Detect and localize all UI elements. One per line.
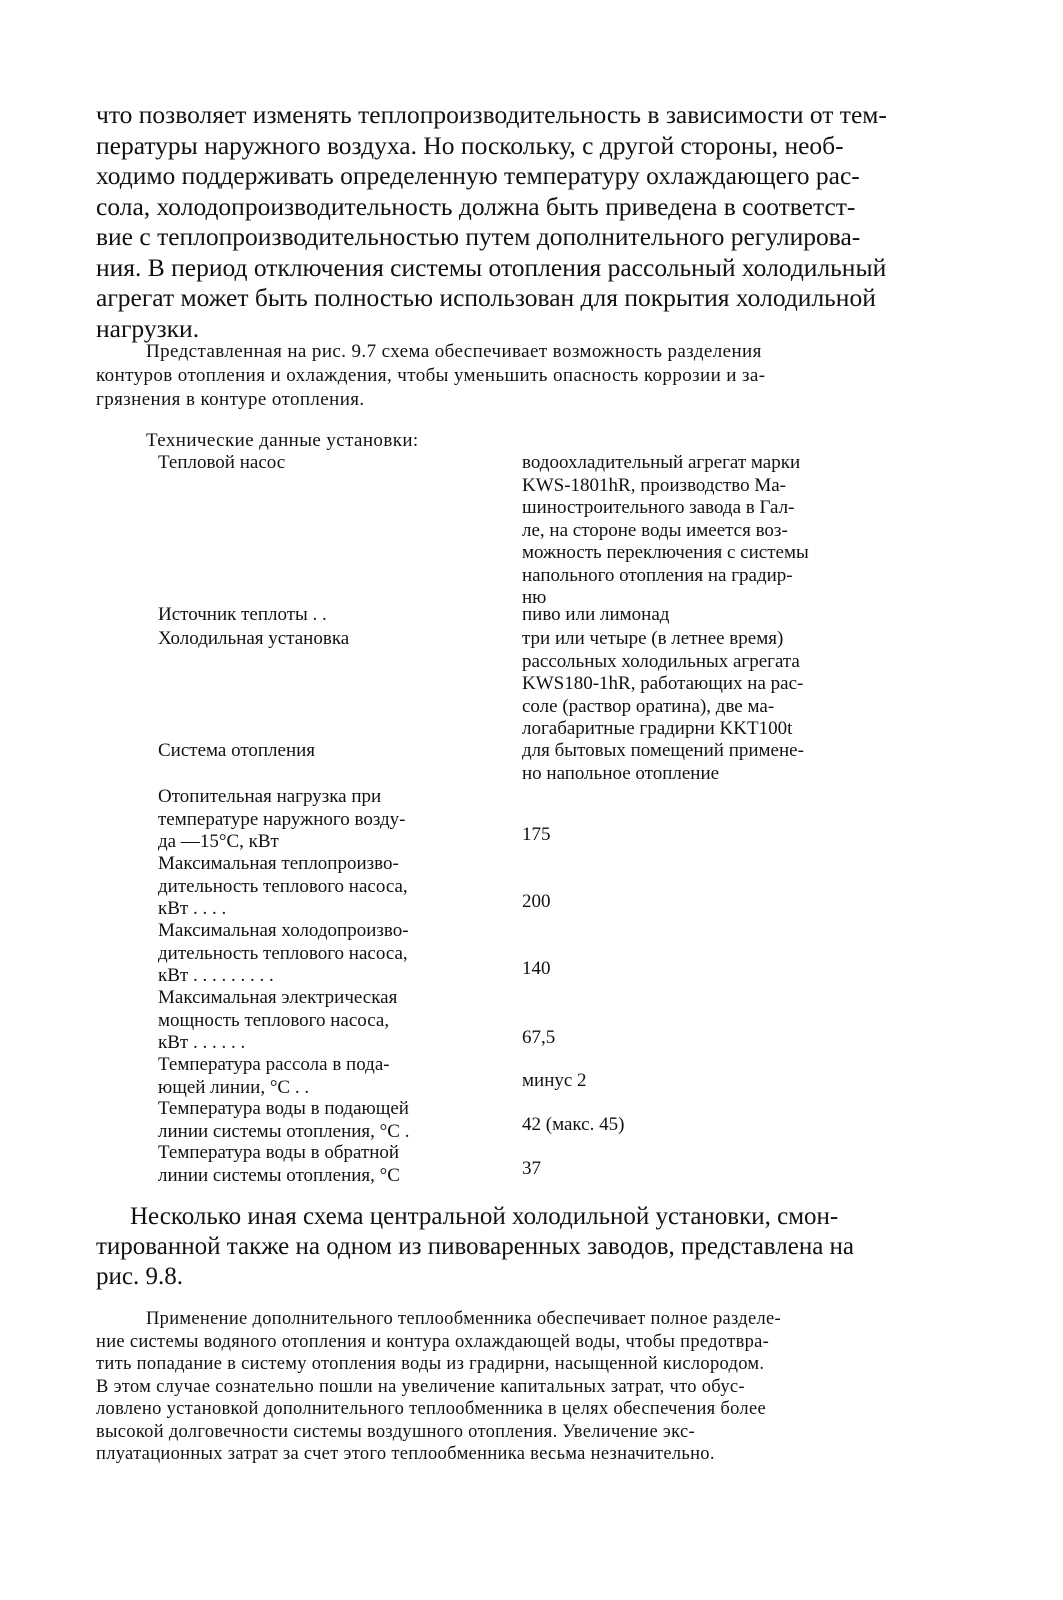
- spec-value-line: можность переключения с системы: [522, 542, 809, 563]
- spec-value-line: 175: [522, 824, 551, 845]
- intro-line: сола, холодопроизводительность должна быть приведена в соответст-: [96, 191, 856, 221]
- spec-label: [158, 786, 488, 854]
- spec-label-line: да —15°С, кВт: [158, 831, 279, 852]
- spec-label-line: дительность теплового насоса,: [158, 942, 408, 964]
- spec-label-line: ющей линии, °С . .: [158, 1076, 310, 1098]
- spec-label-line: линии системы отопления, °С: [158, 1164, 400, 1186]
- final-line: плуатационных затрат за счет этого теплообменника весьма незначительно.: [96, 1444, 715, 1464]
- spec-label: [158, 853, 488, 921]
- spec-label-line: линии системы отопления, °С .: [158, 1120, 410, 1142]
- intro-line: нагрузки.: [96, 313, 200, 343]
- spec-value-line: KWS180-1hR, работающих на рас-: [522, 673, 804, 694]
- spec-value-line: 67,5: [522, 1027, 556, 1048]
- scheme-line: грязнения в контуре отопления.: [96, 389, 365, 410]
- spec-value-line: напольного отопления на градир-: [522, 564, 793, 586]
- spec-label: [158, 1054, 488, 1099]
- spec-value-line: 200: [522, 891, 551, 912]
- spec-label-line: Температура воды в подающей: [158, 1098, 409, 1119]
- spec-value: [522, 1158, 894, 1181]
- spec-value: [522, 958, 894, 981]
- final-line: высокой долговечности системы воздушного отопления. Увеличение экс-: [96, 1421, 695, 1442]
- spec-value-line: 140: [522, 958, 551, 979]
- spec-value-line: логабаритные градирни KKT100t: [522, 718, 793, 739]
- intro-line: пературы наружного воздуха. Но поскольку, с другой стороны, необ-: [96, 130, 844, 160]
- spec-label: [158, 1098, 488, 1143]
- spec-label: [158, 740, 488, 763]
- spec-value-line: 42 (макс. 45): [522, 1114, 625, 1135]
- intro-line: ходимо поддерживать определенную температуру охлаждающего рас-: [96, 161, 860, 190]
- spec-label-line: Максимальная электрическая: [158, 987, 398, 1008]
- spec-value-line: ню: [522, 587, 547, 608]
- spec-value-line: для бытовых помещений примене-: [522, 740, 804, 761]
- spec-value: [522, 1114, 894, 1137]
- spec-value-line: рассольных холодильных агрегата: [522, 650, 800, 672]
- spec-label-line: кВт . . . . . . . . .: [158, 965, 274, 986]
- spec-value-line: три или четыре (в летнее время): [522, 628, 784, 649]
- spec-value: [522, 628, 894, 741]
- final-line: тить попадание в систему отопления воды из градирни, насыщенной кислородом.: [96, 1354, 765, 1374]
- intro-paragraph: [96, 100, 960, 344]
- spec-label-line: мощность теплового насоса,: [158, 1009, 390, 1031]
- spec-label-line: Максимальная холодопроизво-: [158, 920, 409, 941]
- spec-value-line: минус 2: [522, 1070, 587, 1091]
- spec-value: [522, 1070, 894, 1093]
- variant-line: рис. 9.8.: [96, 1263, 183, 1290]
- variant-paragraph: [96, 1202, 960, 1292]
- spec-value-line: но напольное отопление: [522, 762, 720, 784]
- spec-label: [158, 604, 488, 627]
- scheme-line: контуров отопления и охлаждения, чтобы уменьшить опасность коррозии и за-: [96, 365, 766, 386]
- spec-label-line: Тепловой насос: [158, 452, 286, 473]
- final-line: ние системы водяного отопления и контура охлаждающей воды, чтобы предотвра-: [96, 1331, 770, 1352]
- spec-value-line: 37: [522, 1158, 541, 1179]
- spec-label-line: кВт . . . . . .: [158, 1032, 246, 1053]
- spec-label-line: Отопительная нагрузка при: [158, 786, 382, 807]
- spec-label-line: кВт . . . .: [158, 898, 227, 919]
- spec-label-line: Холодильная установка: [158, 628, 350, 649]
- spec-label: [158, 628, 488, 651]
- intro-line: агрегат может быть полностью использован для покрытия холодильной: [96, 283, 876, 312]
- variant-line: Несколько иная схема центральной холодильной установки, смон-: [130, 1203, 839, 1230]
- spec-value-line: водоохладительный агрегат марки: [522, 452, 801, 473]
- spec-value: [522, 452, 894, 610]
- spec-value-line: пиво или лимонад: [522, 604, 670, 625]
- spec-value: [522, 1027, 894, 1050]
- tech-heading: Технические данные установки:: [146, 430, 419, 451]
- spec-label-line: Максимальная теплопроизво-: [158, 853, 399, 874]
- spec-value-line: ле, на стороне воды имеется воз-: [522, 519, 788, 541]
- spec-label: [158, 1142, 488, 1187]
- spec-label: [158, 987, 488, 1055]
- spec-label: [158, 920, 488, 988]
- spec-label-line: Температура рассола в пода-: [158, 1054, 390, 1075]
- spec-value: [522, 604, 894, 627]
- spec-label: [158, 452, 488, 475]
- spec-value: [522, 740, 894, 785]
- spec-value: [522, 824, 894, 847]
- scheme-line: Представленная на рис. 9.7 схема обеспечивает возможность разделения: [146, 341, 762, 362]
- spec-label-line: дительность теплового насоса,: [158, 875, 408, 897]
- final-line: Применение дополнительного теплообменника обеспечивает полное разделе-: [146, 1309, 782, 1329]
- final-line: ловлено установкой дополнительного теплообменника в целях обеспечения более: [96, 1399, 766, 1419]
- variant-line: тированной также на одном из пивоваренных заводов, представлена на: [96, 1233, 855, 1260]
- spec-label-line: температуре наружного возду-: [158, 808, 406, 830]
- intro-line: что позволяет изменять теплопроизводительность в зависимости от тем-: [96, 100, 887, 129]
- spec-label-line: Система отопления: [158, 740, 316, 761]
- scheme-paragraph: [96, 340, 960, 412]
- spec-label-line: Температура воды в обратной: [158, 1142, 400, 1163]
- spec-value: [522, 891, 894, 914]
- intro-line: ния. В период отключения системы отопления рассольный холодильный: [96, 252, 887, 282]
- final-paragraph: [96, 1308, 960, 1466]
- spec-value-line: KWS-1801hR, производство Ма-: [522, 474, 787, 496]
- spec-label-line: Источник теплоты . .: [158, 604, 327, 625]
- spec-value-line: шиностроительного завода в Гал-: [522, 497, 795, 518]
- spec-value-line: соле (раствор оратина), две ма-: [522, 695, 775, 717]
- intro-line: вие с теплопроизводительностью путем дополнительного регулирова-: [96, 222, 861, 251]
- final-line: В этом случае сознательно пошли на увеличение капитальных затрат, что обус-: [96, 1376, 745, 1397]
